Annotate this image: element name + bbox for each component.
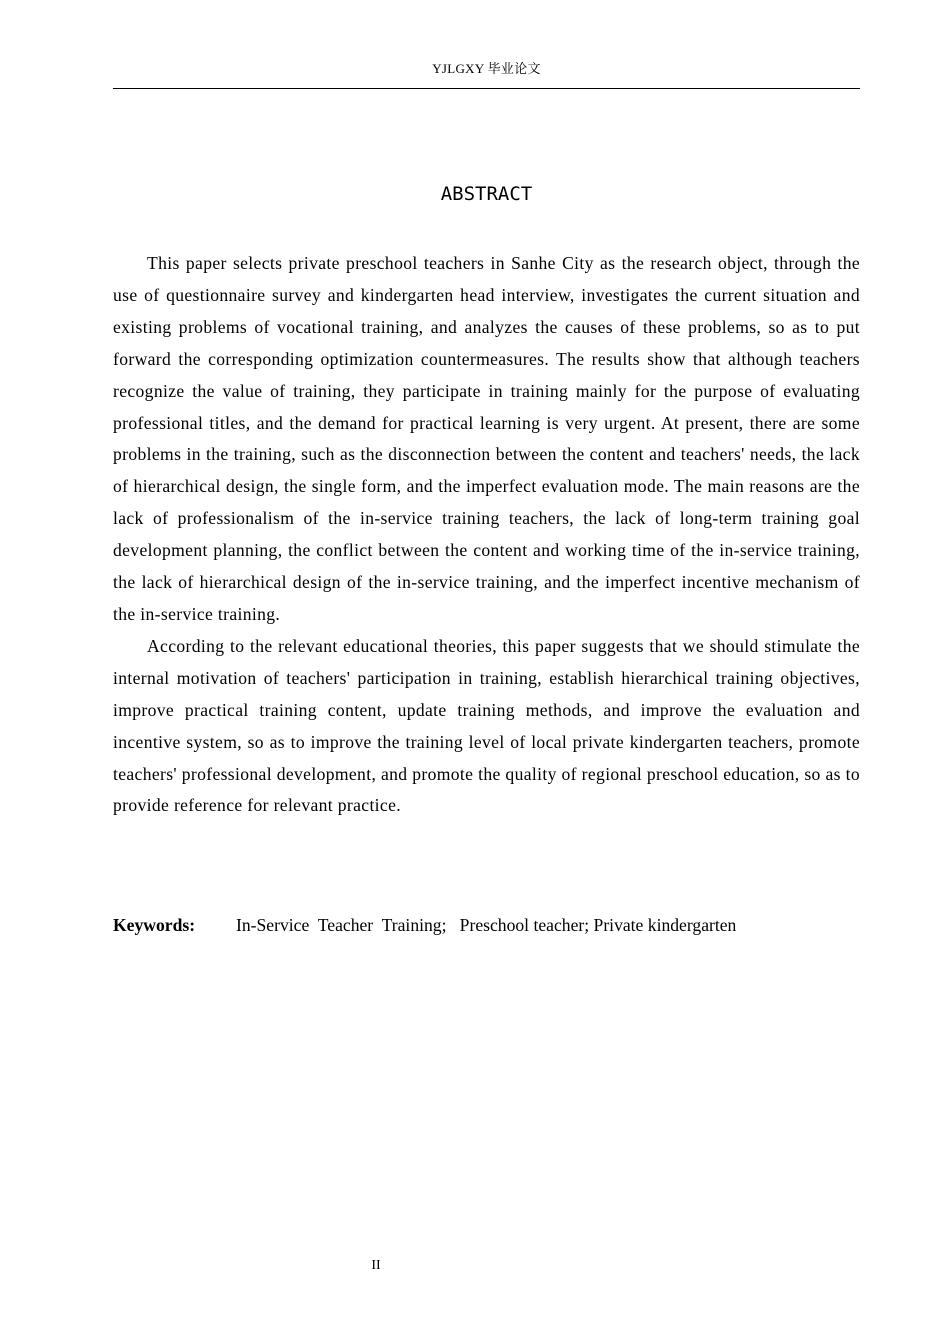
abstract-body <box>113 248 860 822</box>
abstract-title: ABSTRACT <box>440 183 533 205</box>
abstract-paragraph: This paper selects private preschool teachers in Sanhe City as the research object, through the use of questionnaire survey and kindergarten head interview, investigates the current situation and existing problems of vocational training, and analyzes the causes of these problems, so as to put forward the corresponding optimization countermeasures. The results show that although teachers recognize the value of training, they participate in training mainly for the purpose of evaluating professional titles, and the demand for practical learning is very urgent. At present, there are some problems in the training, such as the disconnection between the content and teachers' needs, the lack of hierarchical design, the single form, and the imperfect evaluation mode. The main reasons are the lack of professionalism of the in-service training teachers, the lack of long-term training goal development planning, the conflict between the content and working time of the in-service training, the lack of hierarchical design of the in-service training, and the imperfect incentive mechanism of the in-service training. <box>113 253 860 624</box>
keywords-line <box>113 911 860 939</box>
keywords-label: Keywords: <box>113 915 196 935</box>
running-header: YJLGXY 毕业论文 <box>432 61 541 76</box>
page-number: II <box>371 1258 381 1273</box>
abstract-paragraph: According to the relevant educational theories, this paper suggests that we should stimulate the internal motivation of teachers' participation in training, establish hierarchical training objectives, improve practical training content, update training methods, and improve the evaluation and incentive system, so as to improve the training level of local private kindergarten teachers, promote teachers' professional development, and promote the quality of regional preschool education, so as to provide reference for relevant practice. <box>113 635 860 816</box>
header-divider <box>113 88 860 89</box>
keywords-text: In-Service Teacher Training; Preschool teacher; Private kindergarten <box>236 915 737 935</box>
